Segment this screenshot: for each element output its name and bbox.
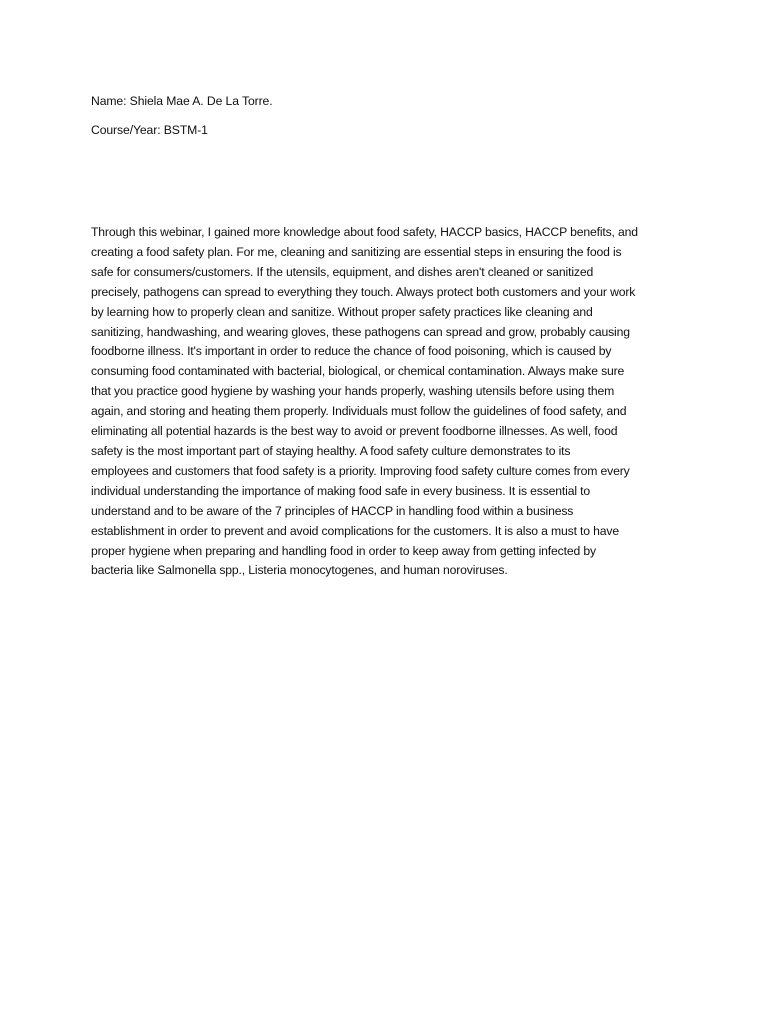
paragraph-line: proper hygiene when preparing and handling food in order to keep away from getting infected by <box>91 543 596 558</box>
student-name: Name: Shiela Mae A. De La Torre. <box>91 94 273 108</box>
paragraph-line: sanitizing, handwashing, and wearing gloves, these pathogens can spread and grow, probably causing <box>91 324 630 339</box>
paragraph-line: foodborne illness. It's important in order to reduce the chance of food poisoning, which is caused by <box>91 344 612 359</box>
paragraph-line: establishment in order to prevent and avoid complications for the customers. It is also a must to have <box>91 523 619 538</box>
document-header <box>91 93 691 139</box>
paragraph-line: consuming food contaminated with bacterial, biological, or chemical contamination. Always make sure <box>91 364 625 379</box>
paragraph-line: Through this webinar, I gained more knowledge about food safety, HACCP basics, HACCP benefits, and <box>91 225 638 239</box>
paragraph-line: eliminating all potential hazards is the best way to avoid or prevent foodborne illnesses. As well, food <box>91 424 618 439</box>
paragraph-line: employees and customers that food safety is a priority. Improving food safety culture comes from every <box>91 463 630 478</box>
paragraph-line: safe for consumers/customers. If the utensils, equipment, and dishes aren't cleaned or sanitized <box>91 264 594 279</box>
course-year: Course/Year: BSTM-1 <box>91 123 208 137</box>
paragraph-line: bacteria like Salmonella spp., Listeria monocytogenes, and human noroviruses. <box>91 563 508 578</box>
paragraph-line: precisely, pathogens can spread to everything they touch. Always protect both customers and your work <box>91 284 636 299</box>
paragraph-line: again, and storing and heating them properly. Individuals must follow the guidelines of food safety, and <box>91 404 627 419</box>
paragraph-line: safety is the most important part of staying healthy. A food safety culture demonstrates to its <box>91 443 571 458</box>
paragraph-line: by learning how to properly clean and sanitize. Without proper safety practices like cleaning and <box>91 304 593 319</box>
paragraph-line: creating a food safety plan. For me, cleaning and sanitizing are essential steps in ensuring the food is <box>91 244 622 259</box>
paragraph-line: that you practice good hygiene by washing your hands properly, washing utensils before using them <box>91 384 615 399</box>
paragraph-line: individual understanding the importance of making food safe in every business. It is essential to <box>91 483 590 498</box>
paragraph-line: understand and to be aware of the 7 principles of HACCP in handling food within a business <box>91 503 574 518</box>
reflection-paragraph <box>91 223 691 581</box>
